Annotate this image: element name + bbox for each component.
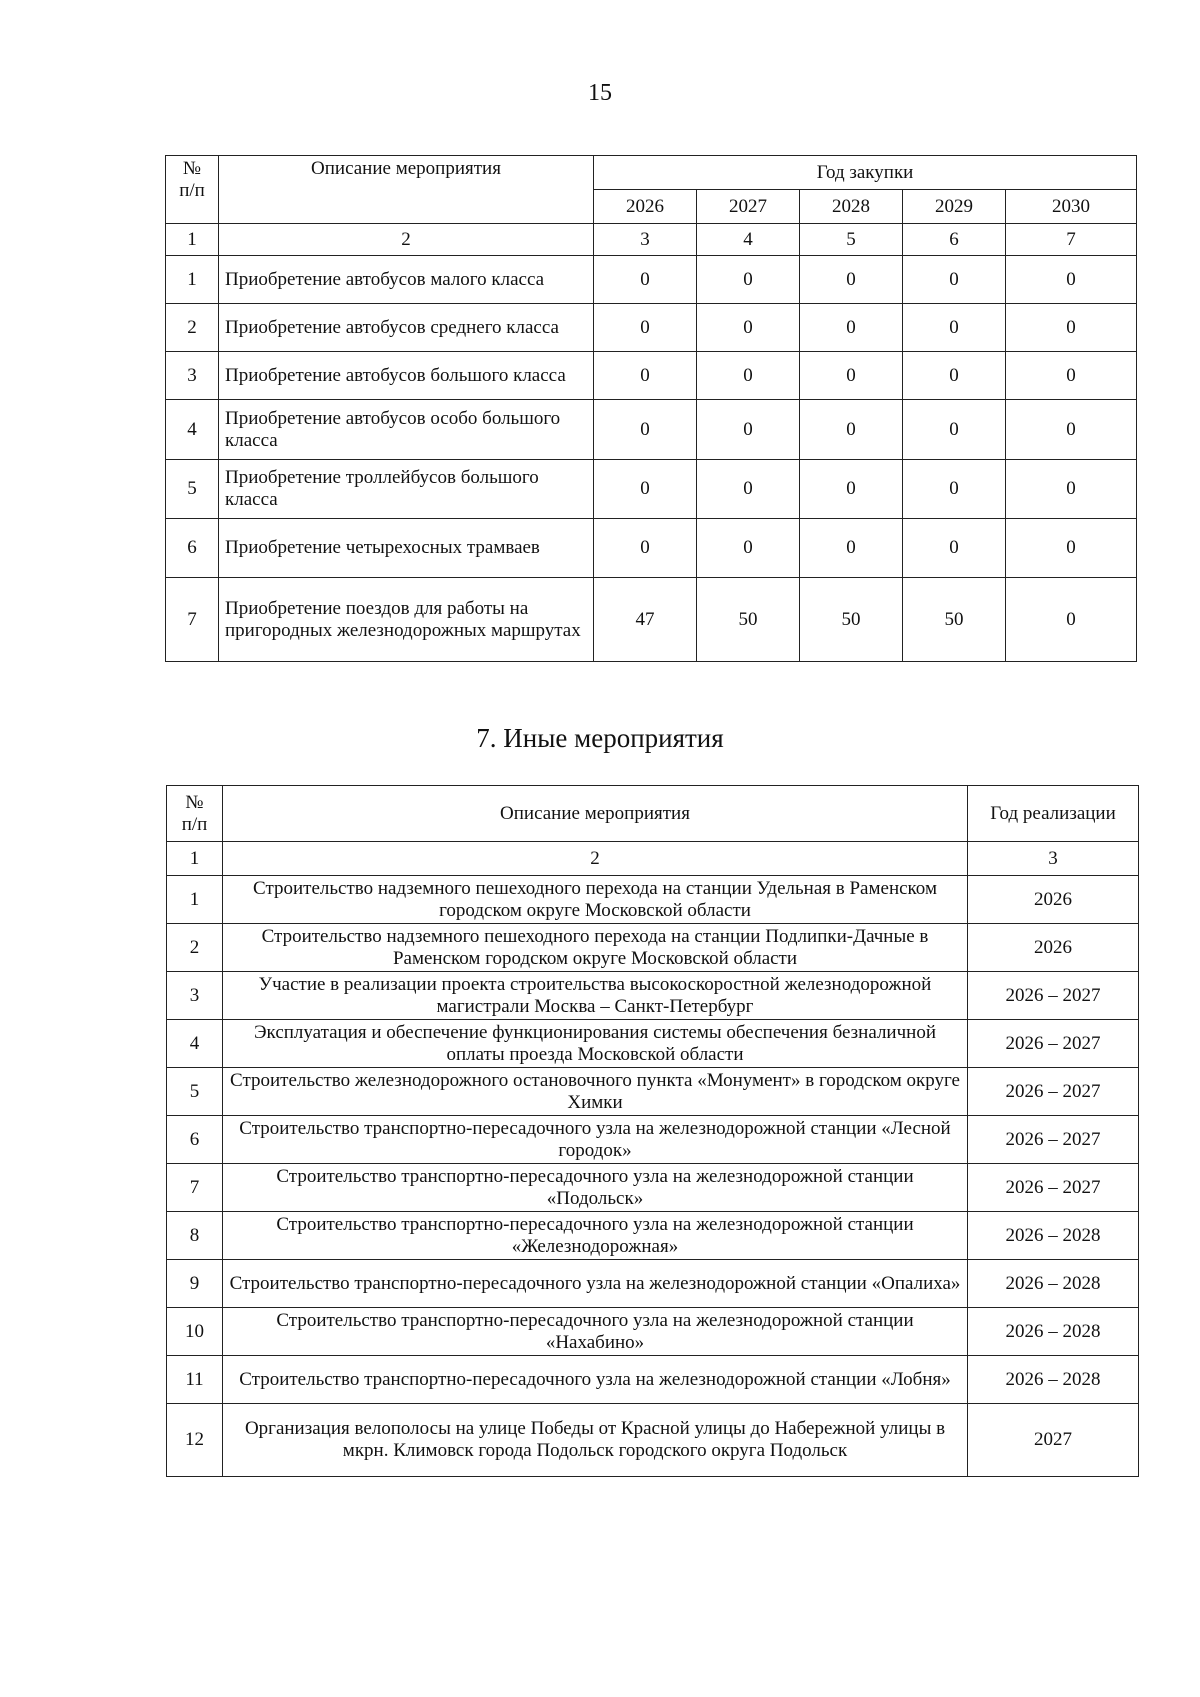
row-year: 2026 – 2027 — [968, 1164, 1139, 1212]
row-year: 2026 – 2027 — [968, 972, 1139, 1020]
table-row — [167, 972, 1139, 1020]
row-number: 8 — [167, 1212, 223, 1260]
row-value: 0 — [800, 519, 903, 578]
row-value: 0 — [1006, 256, 1137, 304]
row-value: 50 — [903, 578, 1006, 662]
row-description: Эксплуатация и обеспечение функционирования системы обеспечения безналичной оплаты проезда Московской области — [223, 1020, 968, 1068]
row-number: 4 — [167, 1020, 223, 1068]
table-row — [167, 1116, 1139, 1164]
table-row — [166, 304, 1137, 352]
row-value: 0 — [1006, 400, 1137, 460]
row-value: 0 — [594, 519, 697, 578]
row-year: 2026 – 2028 — [968, 1356, 1139, 1404]
page-number: 15 — [588, 80, 612, 106]
row-description: Приобретение троллейбусов большого класса — [219, 460, 594, 519]
table-row — [167, 1356, 1139, 1404]
row-value: 0 — [594, 400, 697, 460]
row-value: 0 — [697, 304, 800, 352]
row-number: 6 — [167, 1116, 223, 1164]
row-value: 0 — [903, 519, 1006, 578]
header-num: № п/п — [167, 786, 223, 842]
row-value: 0 — [1006, 352, 1137, 400]
header-year-2028: 2028 — [800, 190, 903, 224]
row-value: 0 — [800, 352, 903, 400]
row-number: 10 — [167, 1308, 223, 1356]
row-number: 4 — [166, 400, 219, 460]
row-description: Строительство транспортно-пересадочного узла на железнодорожной станции «Лесной городок» — [223, 1116, 968, 1164]
index-row — [167, 842, 1139, 876]
row-value: 0 — [594, 460, 697, 519]
index-row — [166, 224, 1137, 256]
row-value: 0 — [594, 256, 697, 304]
row-year: 2026 – 2028 — [968, 1212, 1139, 1260]
index-cell: 1 — [167, 842, 223, 876]
row-value: 0 — [594, 304, 697, 352]
row-year: 2026 – 2027 — [968, 1068, 1139, 1116]
row-value: 0 — [1006, 304, 1137, 352]
row-description: Приобретение автобусов малого класса — [219, 256, 594, 304]
row-value: 0 — [903, 256, 1006, 304]
header-year: Год реализации — [968, 786, 1139, 842]
row-value: 0 — [1006, 460, 1137, 519]
table-row — [166, 256, 1137, 304]
row-value: 50 — [697, 578, 800, 662]
other-table-body — [167, 876, 1139, 1477]
row-description: Строительство надземного пешеходного перехода на станции Подлипки-Дачные в Раменском городском округе Московской области — [223, 924, 968, 972]
row-value: 0 — [1006, 578, 1137, 662]
row-number: 9 — [167, 1260, 223, 1308]
row-year: 2026 – 2028 — [968, 1260, 1139, 1308]
table-row — [166, 400, 1137, 460]
row-value: 0 — [903, 400, 1006, 460]
table-row — [167, 1212, 1139, 1260]
table-row — [167, 1308, 1139, 1356]
table-row — [167, 1164, 1139, 1212]
row-number: 7 — [166, 578, 219, 662]
row-value: 0 — [594, 352, 697, 400]
table-row — [167, 1260, 1139, 1308]
index-cell: 2 — [223, 842, 968, 876]
row-description: Строительство транспортно-пересадочного узла на железнодорожной станции «Лобня» — [223, 1356, 968, 1404]
header-year-2026: 2026 — [594, 190, 697, 224]
row-year: 2026 — [968, 876, 1139, 924]
table-row — [167, 876, 1139, 924]
row-number: 1 — [166, 256, 219, 304]
header-num: № п/п — [166, 156, 219, 224]
row-value: 47 — [594, 578, 697, 662]
table-row — [166, 519, 1137, 578]
row-number: 1 — [167, 876, 223, 924]
index-cell: 1 — [166, 224, 219, 256]
row-value: 0 — [903, 352, 1006, 400]
row-description: Строительство транспортно-пересадочного узла на железнодорожной станции «Железнодорожная» — [223, 1212, 968, 1260]
table-row — [167, 1020, 1139, 1068]
row-number: 2 — [167, 924, 223, 972]
index-cell: 6 — [903, 224, 1006, 256]
purchase-table — [165, 155, 1137, 662]
row-year: 2026 – 2028 — [968, 1308, 1139, 1356]
table-row — [167, 1068, 1139, 1116]
table-row — [167, 1404, 1139, 1477]
header-year-2030: 2030 — [1006, 190, 1137, 224]
row-value: 0 — [697, 460, 800, 519]
other-measures-table — [166, 785, 1139, 1477]
row-description: Строительство надземного пешеходного перехода на станции Удельная в Раменском городском округе Московской области — [223, 876, 968, 924]
header-year-group: Год закупки — [594, 156, 1137, 190]
row-description: Приобретение автобусов среднего класса — [219, 304, 594, 352]
row-number: 3 — [167, 972, 223, 1020]
row-number: 6 — [166, 519, 219, 578]
index-cell: 4 — [697, 224, 800, 256]
header-description: Описание мероприятия — [219, 156, 594, 224]
row-description: Организация велополосы на улице Победы от Красной улицы до Набережной улицы в мкрн. Климовск города Подольск городского округа Подольск — [223, 1404, 968, 1477]
row-year: 2026 – 2027 — [968, 1116, 1139, 1164]
row-value: 0 — [697, 352, 800, 400]
section-title: 7. Иные мероприятия — [476, 723, 724, 753]
index-cell: 5 — [800, 224, 903, 256]
row-value: 0 — [903, 304, 1006, 352]
row-description: Приобретение четырехосных трамваев — [219, 519, 594, 578]
row-year: 2027 — [968, 1404, 1139, 1477]
row-value: 0 — [800, 256, 903, 304]
row-value: 0 — [800, 400, 903, 460]
row-value: 0 — [697, 400, 800, 460]
row-description: Строительство транспортно-пересадочного узла на железнодорожной станции «Нахабино» — [223, 1308, 968, 1356]
row-value: 0 — [903, 460, 1006, 519]
index-cell: 7 — [1006, 224, 1137, 256]
row-year: 2026 — [968, 924, 1139, 972]
row-number: 2 — [166, 304, 219, 352]
purchase-table-body — [166, 256, 1137, 662]
row-number: 3 — [166, 352, 219, 400]
index-cell: 3 — [968, 842, 1139, 876]
table-row — [166, 352, 1137, 400]
row-number: 12 — [167, 1404, 223, 1477]
row-number: 5 — [167, 1068, 223, 1116]
header-year-2027: 2027 — [697, 190, 800, 224]
row-description: Строительство транспортно-пересадочного узла на железнодорожной станции «Подольск» — [223, 1164, 968, 1212]
row-number: 7 — [167, 1164, 223, 1212]
row-value: 50 — [800, 578, 903, 662]
table-row — [166, 578, 1137, 662]
row-description: Приобретение автобусов большого класса — [219, 352, 594, 400]
row-value: 0 — [800, 304, 903, 352]
row-description: Строительство железнодорожного остановочного пункта «Монумент» в городском округе Химки — [223, 1068, 968, 1116]
header-description: Описание мероприятия — [223, 786, 968, 842]
row-value: 0 — [697, 256, 800, 304]
row-description: Приобретение автобусов особо большого класса — [219, 400, 594, 460]
row-year: 2026 – 2027 — [968, 1020, 1139, 1068]
row-description: Приобретение поездов для работы на пригородных железнодорожных маршрутах — [219, 578, 594, 662]
table-row — [166, 460, 1137, 519]
row-value: 0 — [800, 460, 903, 519]
index-cell: 2 — [219, 224, 594, 256]
row-value: 0 — [697, 519, 800, 578]
row-number: 11 — [167, 1356, 223, 1404]
row-value: 0 — [1006, 519, 1137, 578]
row-description: Участие в реализации проекта строительства высокоскоростной железнодорожной магистрали Москва – Санкт-Петербург — [223, 972, 968, 1020]
row-description: Строительство транспортно-пересадочного узла на железнодорожной станции «Опалиха» — [223, 1260, 968, 1308]
table-row — [167, 924, 1139, 972]
index-cell: 3 — [594, 224, 697, 256]
header-year-2029: 2029 — [903, 190, 1006, 224]
row-number: 5 — [166, 460, 219, 519]
